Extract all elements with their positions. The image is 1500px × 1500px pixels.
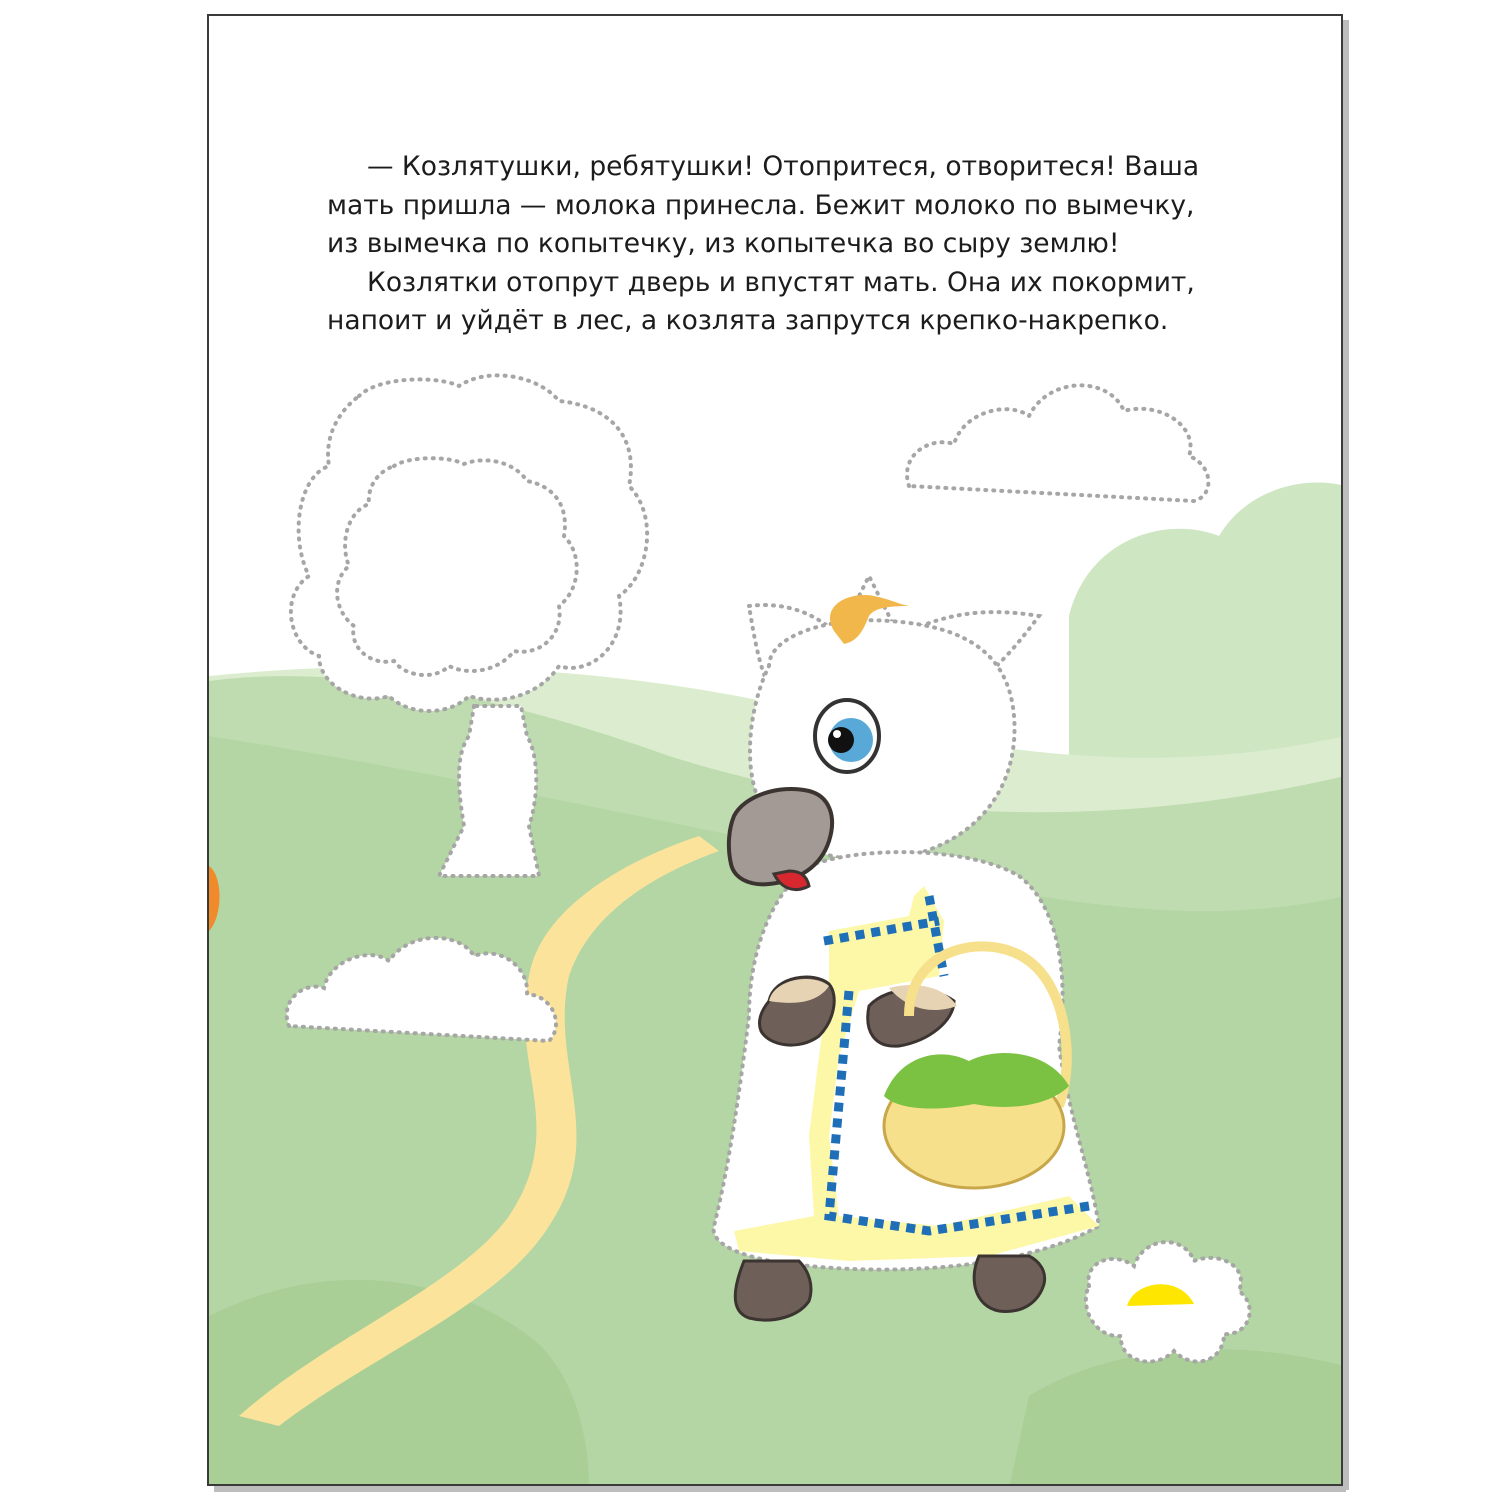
illustration [209, 16, 1343, 1486]
goat-figure [714, 576, 1099, 1320]
goat-foot-left [735, 1261, 811, 1320]
story-paragraph-1: — Козлятушки, ребятушки! Отопритеся, отворитеся! Ваша мать пришла — молока принесла. Бежит молоко по вымечку, из вымечка по копытечку, из копытечка во сыру землю! [327, 151, 1200, 259]
page-shadow-bottom [214, 1486, 1346, 1492]
cloud-outline [907, 385, 1208, 501]
book-page [207, 14, 1343, 1486]
page-shadow-right [1343, 20, 1349, 1490]
story-paragraph-2: Козлятки отопрут дверь и впустят мать. Она их покормит, напоит и уйдёт в лес, а козлята запрутся крепко-накрепко. [327, 266, 1195, 336]
